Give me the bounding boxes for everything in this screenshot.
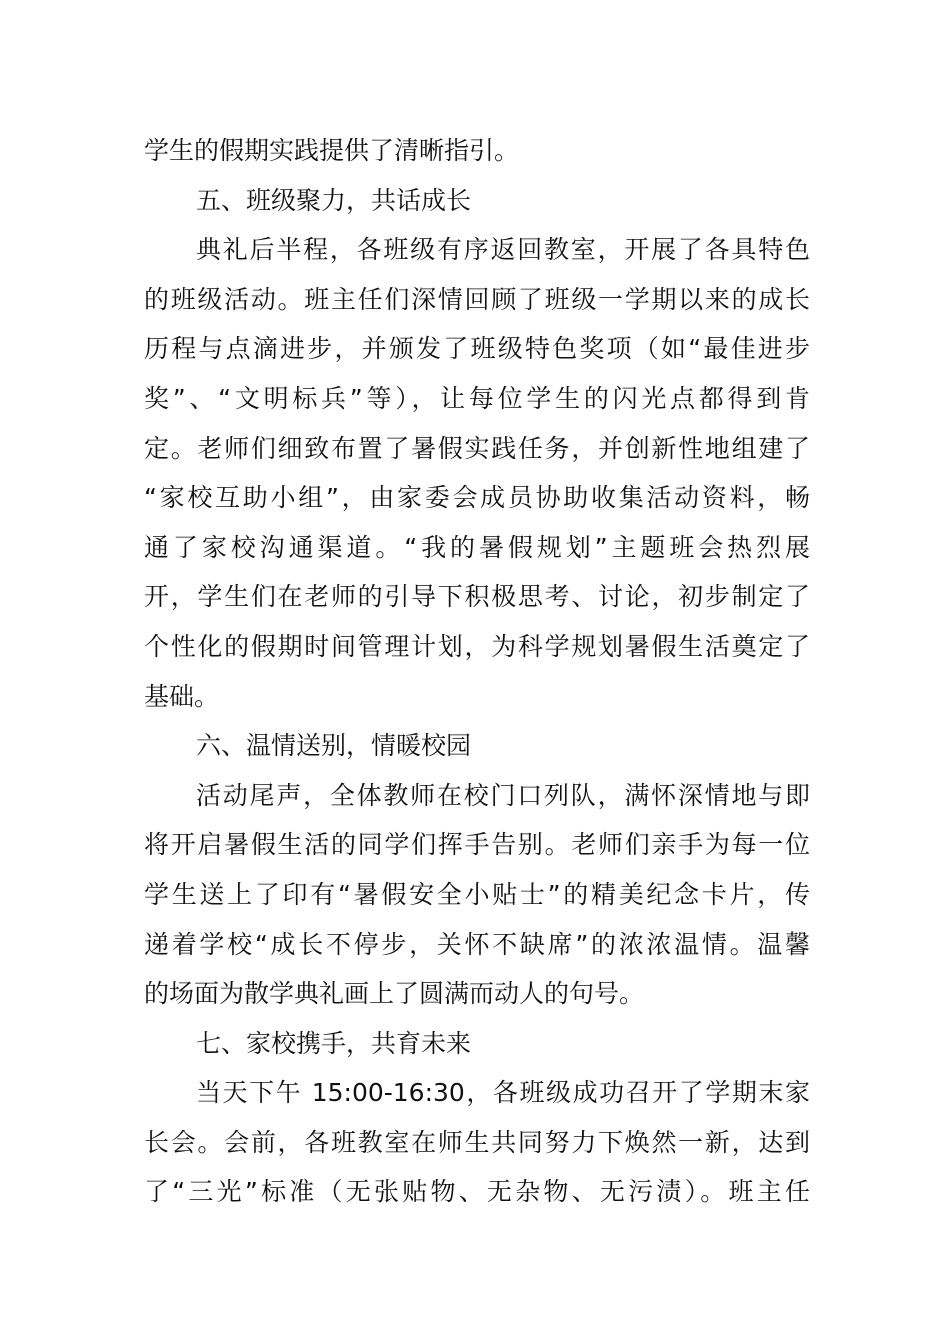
- paragraph-line: 基础。: [144, 681, 220, 711]
- paragraph-line: 学生送上了印有“暑假安全小贴士”的精美纪念卡片，传: [144, 879, 810, 909]
- paragraph-line: 递着学校“成长不停步，关怀不缺席”的浓浓温情。温馨: [144, 929, 810, 959]
- paragraph-line: 当天下午 15:00-16:30，各班级成功召开了学期末家: [196, 1078, 810, 1108]
- section-heading-6: 六、温情送别，情暖校园: [196, 731, 472, 761]
- paragraph-line: 典礼后半程，各班级有序返回教室，开展了各具特色: [196, 235, 810, 265]
- section-heading-5: 五、班级聚力，共话成长: [196, 185, 472, 215]
- paragraph-line: 定。老师们细致布置了暑假实践任务，并创新性地组建了: [144, 433, 810, 463]
- section-heading-7: 七、家校携手，共育未来: [196, 1028, 472, 1058]
- paragraph-line: 长会。会前，各班教室在师生共同努力下焕然一新，达到: [144, 1127, 810, 1157]
- paragraph-line: 的班级活动。班主任们深情回顾了班级一学期以来的成长: [144, 284, 810, 314]
- paragraph-line: 活动尾声，全体教师在校门口列队，满怀深情地与即: [196, 780, 810, 810]
- paragraph-line: 奖”、“文明标兵”等），让每位学生的闪光点都得到肯: [144, 383, 810, 413]
- paragraph-line: 将开启暑假生活的同学们挥手告别。老师们亲手为每一位: [144, 830, 810, 860]
- paragraph-line: 学生的假期实践提供了清晰指引。: [144, 136, 520, 165]
- paragraph-line: 通了家校沟通渠道。“我的暑假规划”主题班会热烈展: [144, 532, 810, 562]
- paragraph-line: 了“三光”标准（无张贴物、无杂物、无污渍）。班主任: [144, 1177, 810, 1207]
- paragraph-line: “家校互助小组”，由家委会成员协助收集活动资料，畅: [144, 483, 810, 513]
- paragraph-line: 历程与点滴进步，并颁发了班级特色奖项（如“最佳进步: [144, 334, 810, 364]
- paragraph-line: 开，学生们在老师的引导下积极思考、讨论，初步制定了: [144, 582, 810, 612]
- document-body: [144, 126, 810, 1217]
- paragraph-line: 个性化的假期时间管理计划，为科学规划暑假生活奠定了: [144, 631, 810, 661]
- paragraph-line: 的场面为散学典礼画上了圆满而动人的句号。: [144, 979, 645, 1009]
